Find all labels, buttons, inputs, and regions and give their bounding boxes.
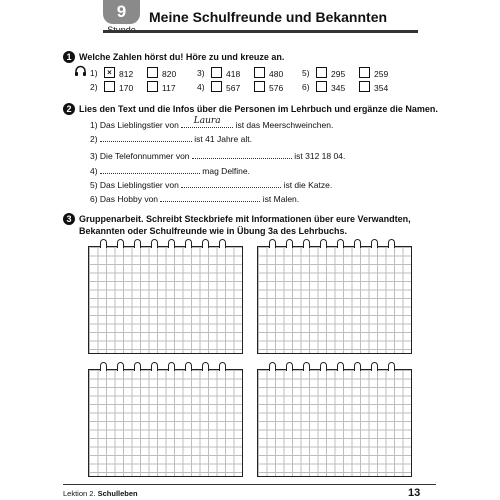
profile-grid-top-right[interactable] (257, 246, 412, 354)
answer-field-3[interactable] (192, 149, 292, 159)
profile-grid-bottom-left[interactable] (88, 369, 243, 477)
checkbox-480[interactable] (254, 67, 265, 78)
checkbox-295[interactable] (316, 67, 327, 78)
exercise-2-heading (63, 103, 438, 115)
listen-item-2: 2) 170 117 (90, 82, 176, 93)
listen-item-1: 1) × 812 820 (90, 68, 177, 79)
profile-grid-bottom-right[interactable] (257, 369, 412, 477)
answer-field-6[interactable] (160, 192, 260, 202)
checkbox-812[interactable]: × (104, 67, 115, 78)
exercise-1-number: 1 (63, 51, 75, 63)
exercise-1-instruction: Welche Zahlen hörst du! Höre zu und kreuze an. (79, 52, 285, 62)
headphones-icon (74, 65, 87, 77)
sentence-6: 6) Das Hobby von ist Malen. (90, 194, 300, 204)
lesson-number: 9 (116, 2, 127, 21)
spiral-rings-top-right (257, 239, 412, 249)
page-number: 13 (408, 487, 421, 499)
sentence-4: 4) mag Delfine. (90, 166, 251, 176)
spiral-rings-top-left (88, 239, 243, 249)
checkbox-820[interactable] (147, 67, 158, 78)
title-rule (103, 30, 418, 33)
page-title: Meine Schulfreunde und Bekannten (149, 9, 388, 25)
exercise-3-instruction-line-1: Gruppenarbeit. Schreibt Steckbriefe mit Informationen über eure Verwandten, (79, 214, 411, 224)
listen-item-4: 4) 567 576 (197, 82, 284, 93)
listen-item-5: 5) 295 259 (302, 68, 389, 79)
checkbox-418[interactable] (211, 67, 222, 78)
checkbox-567[interactable] (211, 81, 222, 92)
checkbox-576[interactable] (254, 81, 265, 92)
answer-field-1[interactable]: Laura (181, 118, 233, 128)
exercise-2-number: 2 (63, 103, 75, 115)
sentence-1: 1) Das Lieblingstier von Laura ist das Meerschweinchen. (90, 116, 334, 130)
sentence-5: 5) Das Lieblingstier von ist die Katze. (90, 180, 333, 190)
listen-item-6: 6) 345 354 (302, 82, 389, 93)
exercise-2-instruction: Lies den Text und die Infos über die Personen im Lehrbuch und ergänze die Namen. (79, 104, 438, 114)
footer-lesson: Lektion 2. Schulleben (63, 489, 138, 498)
sentence-3: 3) Die Telefonnummer von ist 312 18 04. (90, 151, 346, 161)
spiral-rings-bottom-left (88, 362, 243, 372)
exercise-3-heading (63, 213, 411, 237)
answer-field-2[interactable] (100, 132, 192, 142)
exercise-3-instruction-line-2: Bekannten oder Schulfreunde wie in Übung 3a des Lehrbuchs. (79, 226, 348, 236)
listen-item-3: 3) 418 480 (197, 68, 284, 79)
checkbox-354[interactable] (359, 81, 370, 92)
sentence-2: 2) ist 41 Jahre alt. (90, 134, 252, 144)
exercise-3-number: 3 (63, 213, 75, 225)
checkbox-117[interactable] (147, 81, 158, 92)
spiral-rings-bottom-right (257, 362, 412, 372)
answer-field-4[interactable] (100, 164, 200, 174)
checkbox-259[interactable] (359, 67, 370, 78)
exercise-1-heading (63, 51, 284, 63)
checkbox-345[interactable] (316, 81, 327, 92)
footer-rule (63, 484, 436, 485)
profile-grid-top-left[interactable] (88, 246, 243, 354)
answer-field-5[interactable] (181, 178, 281, 188)
checkbox-170[interactable] (104, 81, 115, 92)
